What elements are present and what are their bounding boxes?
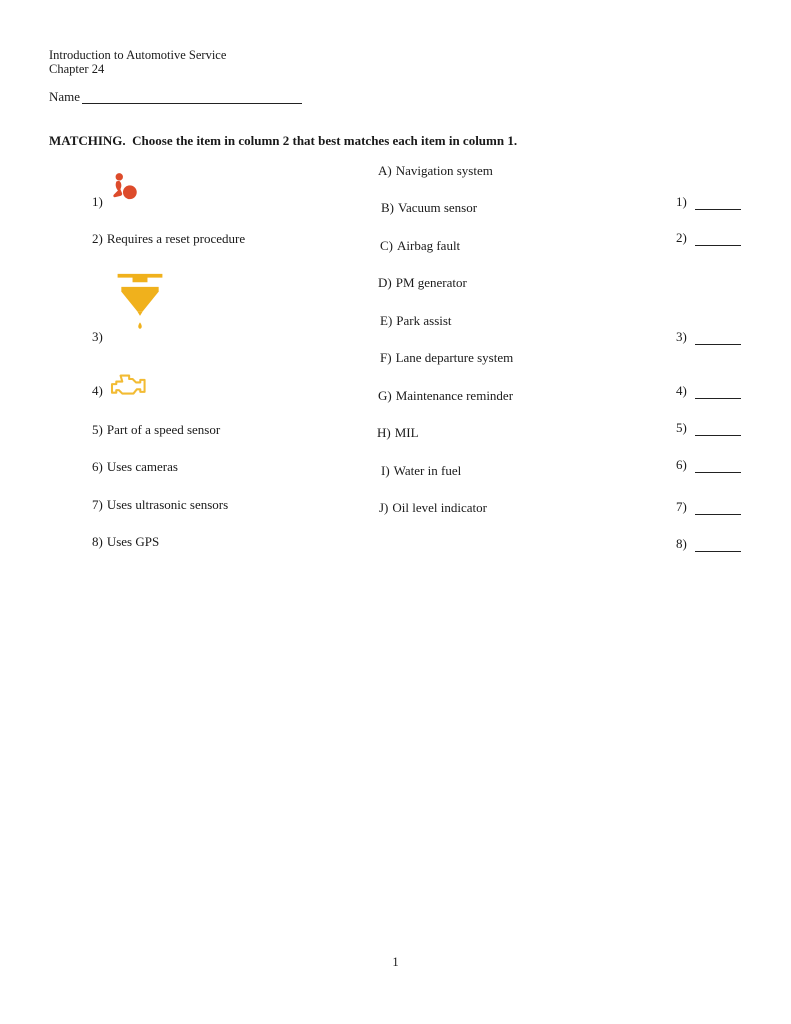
- option-f: [380, 350, 513, 366]
- matching-instructions: MATCHING. Choose the item in column 2 that best matches each item in column 1.: [49, 133, 518, 148]
- option-c: [380, 238, 460, 254]
- option-i: [381, 463, 461, 479]
- option-letter: D): [378, 275, 392, 290]
- match-item-1: [92, 194, 107, 210]
- option-a: [378, 163, 493, 179]
- option-letter: B): [381, 200, 394, 215]
- item-text: Uses cameras: [106, 459, 178, 474]
- item-text: Part of a speed sensor: [106, 422, 221, 437]
- item-text: Uses ultrasonic sensors: [106, 497, 229, 512]
- item-number: 2): [92, 231, 103, 246]
- answer-line: [695, 330, 741, 345]
- answer-number: 4): [676, 383, 687, 398]
- option-g: [378, 388, 513, 404]
- answer-line: [695, 458, 741, 473]
- option-letter: H): [377, 425, 391, 440]
- item-number: 5): [92, 422, 103, 437]
- answer-line: [695, 421, 741, 436]
- option-d: [378, 275, 467, 291]
- answer-blank-4: [676, 383, 741, 399]
- answer-blank-6: [676, 457, 741, 473]
- match-item-5: [92, 422, 220, 438]
- answer-line: [695, 231, 741, 246]
- answer-number: 6): [676, 457, 687, 472]
- option-h: [377, 425, 419, 441]
- answer-number: 7): [676, 499, 687, 514]
- option-j: [379, 500, 487, 516]
- option-text: Vacuum sensor: [398, 200, 478, 215]
- option-letter: E): [380, 313, 393, 328]
- item-number: 7): [92, 497, 103, 512]
- match-item-3: [92, 329, 107, 345]
- answer-number: 2): [676, 230, 687, 245]
- match-item-2: [92, 231, 245, 247]
- option-text: PM generator: [395, 275, 467, 290]
- option-text: Navigation system: [395, 163, 493, 178]
- match-item-8: [92, 534, 159, 550]
- option-letter: I): [381, 463, 390, 478]
- check-engine-icon: [110, 373, 150, 397]
- answer-line: [695, 384, 741, 399]
- name-label: Name: [49, 89, 81, 104]
- airbag-warning-icon: [110, 171, 140, 203]
- item-number: 1): [92, 194, 103, 209]
- answer-line: [695, 500, 741, 515]
- option-text: Airbag fault: [397, 238, 461, 253]
- option-text: Park assist: [396, 313, 452, 328]
- option-letter: J): [379, 500, 389, 515]
- item-number: 6): [92, 459, 103, 474]
- option-b: [381, 200, 477, 216]
- option-letter: G): [378, 388, 392, 403]
- answer-line: [695, 537, 741, 552]
- answer-number: 8): [676, 536, 687, 551]
- answer-number: 5): [676, 420, 687, 435]
- option-text: MIL: [394, 425, 419, 440]
- item-text: Requires a reset procedure: [106, 231, 246, 246]
- option-text: Maintenance reminder: [395, 388, 514, 403]
- answer-blank-8: [676, 536, 741, 552]
- option-letter: A): [378, 163, 392, 178]
- answer-number: 1): [676, 194, 687, 209]
- page-number: 1: [392, 955, 399, 969]
- answer-blank-1: [676, 194, 741, 210]
- item-text: Uses GPS: [106, 534, 160, 549]
- answer-line: [695, 195, 741, 210]
- option-text: Oil level indicator: [392, 500, 487, 515]
- option-text: Lane departure system: [395, 350, 514, 365]
- option-letter: F): [380, 350, 392, 365]
- option-text: Water in fuel: [393, 463, 462, 478]
- option-e: [380, 313, 452, 329]
- match-item-4: [92, 383, 107, 399]
- answer-number: 3): [676, 329, 687, 344]
- match-item-7: [92, 497, 228, 513]
- name-row: [49, 89, 302, 105]
- water-in-fuel-icon: [112, 268, 168, 332]
- match-item-6: [92, 459, 178, 475]
- item-number: 8): [92, 534, 103, 549]
- option-letter: C): [380, 238, 393, 253]
- chapter-title: Chapter 24: [49, 62, 105, 76]
- answer-blank-7: [676, 499, 741, 515]
- name-blank-line: [82, 89, 302, 104]
- answer-blank-3: [676, 329, 741, 345]
- answer-blank-2: [676, 230, 741, 246]
- item-number: 4): [92, 383, 103, 398]
- answer-blank-5: [676, 420, 741, 436]
- course-title: Introduction to Automotive Service: [49, 48, 227, 62]
- item-number: 3): [92, 329, 103, 344]
